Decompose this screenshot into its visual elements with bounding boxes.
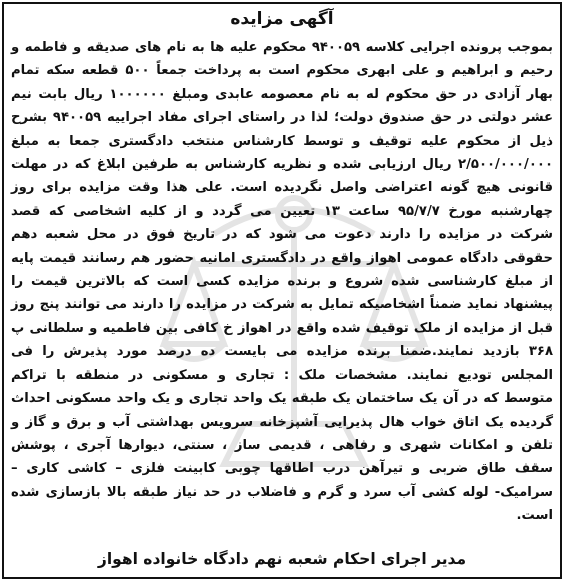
notice-title: آگهی مزایده (230, 9, 334, 29)
auction-notice (2, 2, 562, 579)
notice-body: بموجب پرونده اجرایی کلاسه ۹۴۰۰۵۹ محکوم علیه ها به نام های صدیقه و فاطمه و رحیم و ابراهیم و علی ابهری محکوم است به پرداخت جمعاً ۵۰۰ قطعه سکه تمام بهار آزادی در حق محکوم له به نام معصومه عابدی ومبلغ ۱۰۰۰۰۰۰ ریال بابت نیم عشر دولتی در حق صندوق دولت؛ لذا در راستای اجرای مفاد اجراییه ۹۴۰۰۵۹ بشرح ذیل از محکوم علیه توقیف و توسط کارشناس منتخب دادگستری جمعا به مبلغ ۲/۵۰۰/۰۰۰/۰۰۰ ریال ارزیابی شده و نظریه کارشناس به طرفین ابلاغ که در مهلت قانونی هیچ گونه اعتراضی واصل نگردیده است. علی هذا وقت مزایده برای روز چهارشنبه مورخ ۹۵/۷/۷ ساعت ۱۳ تعیین می گردد و از کلیه اشخاصی که قصد شرکت در مزایده را دارند دعوت می شود که در تاریخ فوق در محل شعبه دهم حقوقی دادگاه عمومی اهواز واقع در دادگستری امانیه حضور هم رسانند قیمت پایه از مبلغ کارشناسی شده شروع و برنده مزایده کسی است که بالاترین قیمت را پیشنهاد نماید ضمناً اشخاصیکه تمایل به شرکت در مزایده را دارند می توانند پنج روز قبل از مزایده از ملک توقیف شده واقع در اهواز خ کافی بین فاطمیه و سلطانی پ ۳۶۸ بازدید نمایند.ضمنا برنده مزایده می بایست ده درصد مورد پذیرش را فی المجلس تودیع نمایند. مشخصات ملک : تجاری و مسکونی در منطقه با تراکم متوسط که در آن یک ساختمان یک طبقه یک واحد تجاری و یک واحد مسکونی احداث گردیده یک اتاق خواب هال پذیرایی آشپزخانه سرویس بهداشتی آب و برق و گاز و تلفن و امکانات شهری و رفاهی ، قدیمی ساز ، سنتی، دیوارها آجری ، پوشش سقف طاق ضربی و تیرآهن درب اطاقها چوبی کابینت فلزی – کاشی کاری – سرامیک- لوله کشی آب سرد و گرم و فاضلاب در حد نیاز طبقه بالا بازسازی شده است. (11, 40, 554, 524)
notice-signature: مدیر اجرای احکام شعبه نهم دادگاه خانواده اهواز (97, 550, 467, 568)
